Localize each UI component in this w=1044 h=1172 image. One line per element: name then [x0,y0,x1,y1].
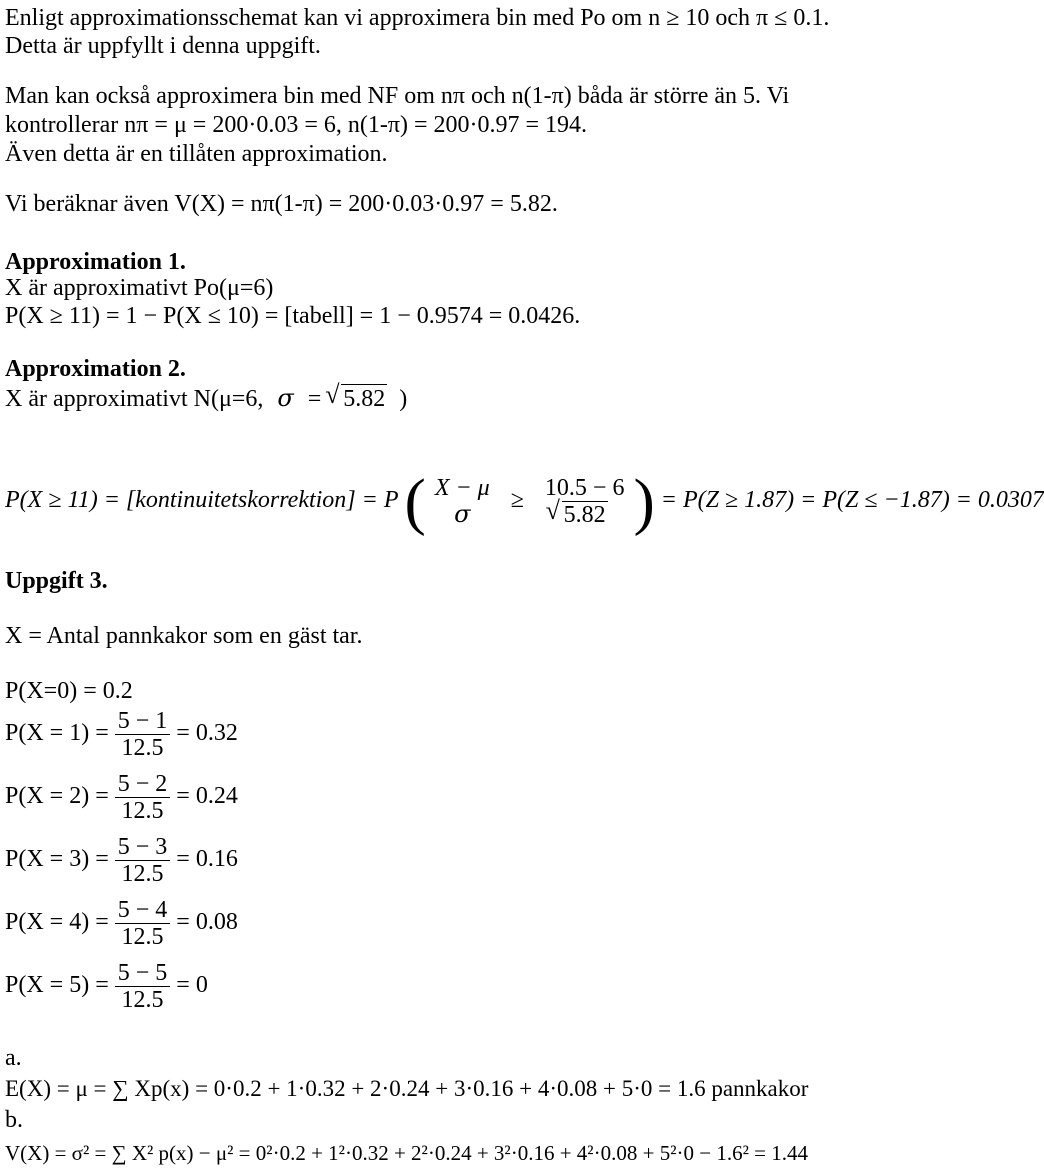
formula-left: P(X ≥ 11) = [ [5,487,136,513]
part-b-equation: V(X) = σ² = ∑ X² p(x) − μ² = 0²·0.2 + 1²·0.32 + 2²·0.24 + 3²·0.16 + 4²·0.08 + 5²·0 − 1.6² = 1.44 [5,1141,808,1165]
approx2-line-1 [5,384,407,413]
uppgift3-heading: Uppgift 3. [5,568,108,594]
prob-row-5: P(X = 5) = $\frac{5 - 5}{12.5}$ = 0 [5,960,208,1013]
prob-row-1: P(X = 1) = $\frac{5 - 1}{12.5}$ = 0.32 [5,708,238,761]
intro-line-5: Även detta är en tillåten approximation. [5,141,388,167]
part-a-equation: E(X) = μ = ∑ Xp(x) = 0·0.2 + 1·0.32 + 2·0.24 + 3·0.16 + 4·0.08 + 5·0 = 1.6 pannkakor [5,1076,809,1101]
prob-row-3: P(X = 3) = $\frac{5 - 3}{12.5}$ = 0.16 [5,834,238,887]
fraction-den: σ [454,500,471,529]
part-b-label: b. [5,1107,23,1133]
prob-row-4: P(X = 4) = $\frac{5 - 4}{12.5}$ = 0.08 [5,897,238,950]
sigma-symbol: σ [277,384,294,412]
approx2-heading: Approximation 2. [5,356,186,382]
part-a-label: a. [5,1045,22,1071]
formula-right: = P(Z ≥ 1.87) = P(Z ≤ −1.87) = 0.0307 [660,487,1044,513]
equals-sign: = [307,386,322,412]
fraction-value-den: √ 5.82 [562,501,608,528]
close-paren: ) [399,386,408,412]
approx1-line-1: X är approximativt Po(μ=6) [5,275,274,301]
intro-line-6: Vi beräknar även V(X) = nπ(1-π) = 200·0.03·0.97 = 5.82. [5,191,558,217]
approx2-formula: P(X ≥ 11) = [kontinuitetskorrektion] = P ( X − μ σ ≥ 10.5 − 6 √ 5.82 ) = P(Z ≥ 1.87) = P(Z ≤ −1.87) = 0.0307 [5,468,1044,533]
sqrt-value: √ 5.82 [341,384,387,413]
formula-kontinuitet: kontinuitetskorrektion [135,487,347,513]
intro-line-2: Detta är uppfyllt i denna uppgift. [5,33,321,59]
intro-line-3: Man kan också approximera bin med NF om nπ och n(1-π) båda är större än 5. Vi [5,83,790,109]
intro-line-4: kontrollerar nπ = μ = 200·0.03 = 6, n(1-π) = 200·0.97 = 194. [5,112,588,138]
approx2-prefix: X är approximativt N(μ=6, [5,386,264,412]
fraction-standardize [432,475,493,527]
fraction-value-num: 10.5 − 6 [544,474,625,501]
uppgift3-def: X = Antal pannkakor som en gäst tar. [5,623,363,649]
formula-mid: ] = P [346,487,399,513]
uppgift3-p0: P(X=0) = 0.2 [5,678,133,704]
intro-line-1: Enligt approximationsschemat kan vi approximera bin med Po om n ≥ 10 och π ≤ 0.1. [5,5,830,31]
fraction-value [542,475,628,528]
approx1-line-2: P(X ≥ 11) = 1 − P(X ≤ 10) = [tabell] = 1 − 0.9574 = 0.0426. [5,303,581,329]
prob-row-2: P(X = 2) = $\frac{5 - 2}{12.5}$ = 0.24 [5,771,238,824]
approx1-heading: Approximation 1. [5,249,186,275]
fraction-num: X − μ [434,475,490,502]
ge-sign: ≥ [510,487,524,513]
